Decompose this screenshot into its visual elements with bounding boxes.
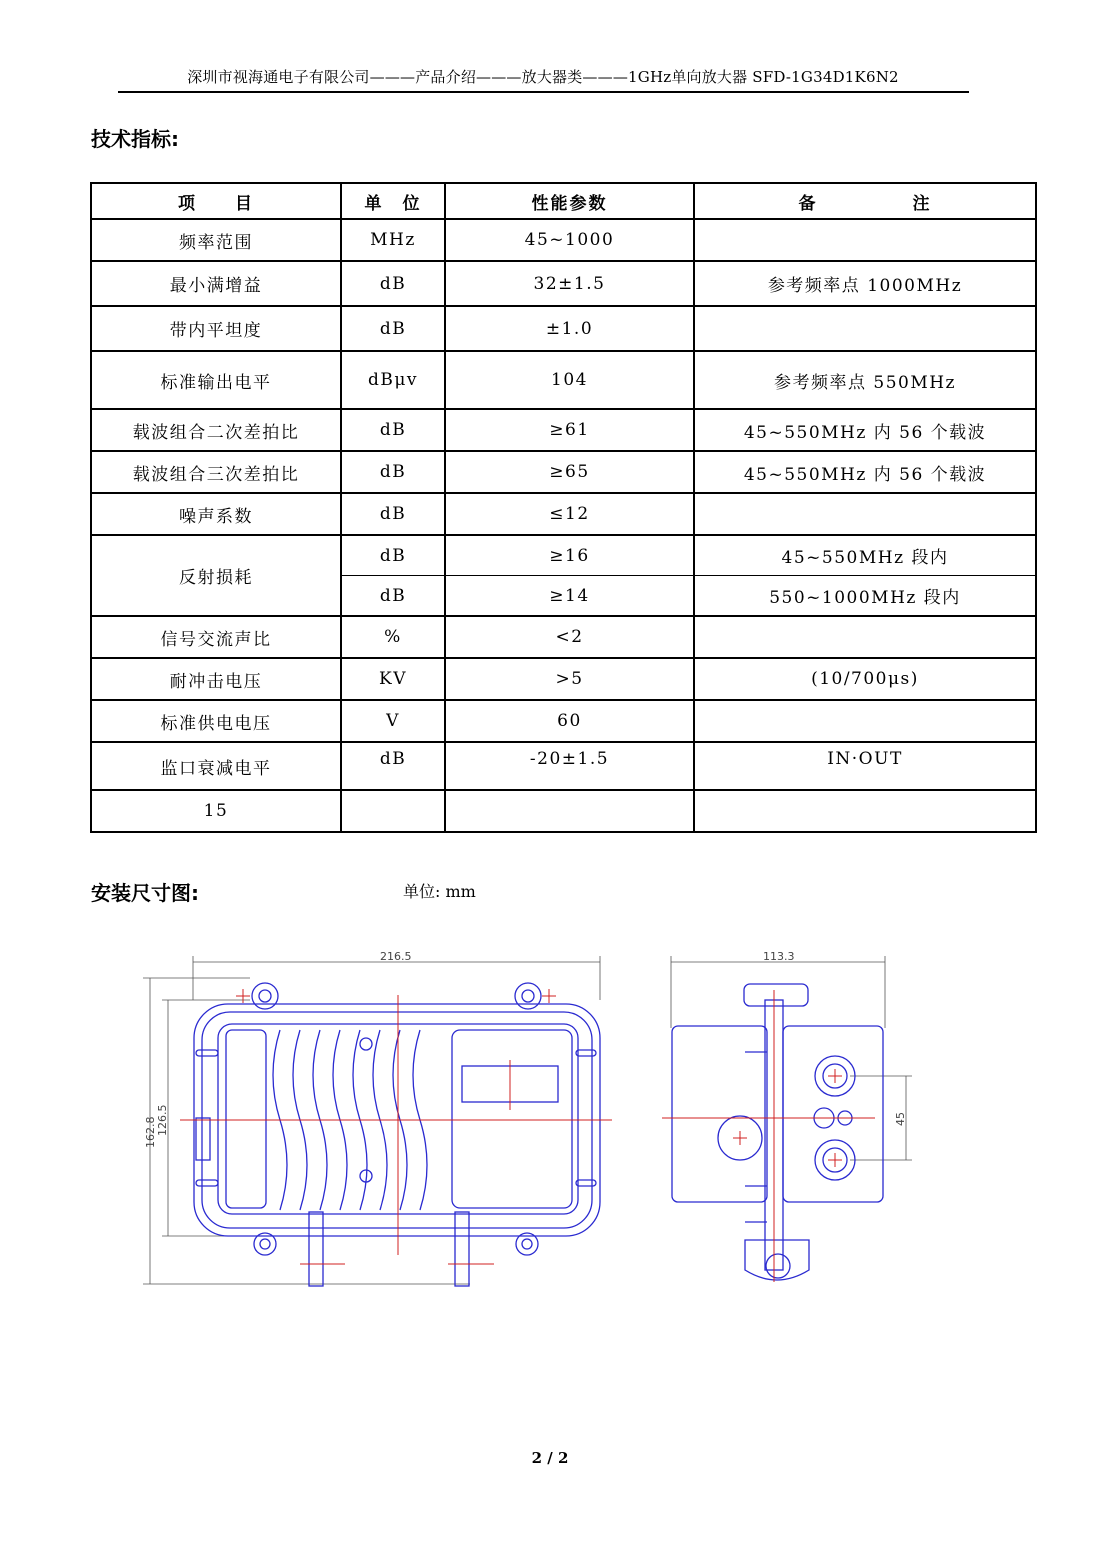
table-row [91, 742, 1036, 790]
unit-cell: dBμv [341, 351, 445, 409]
page-number: 2 / 2 [531, 1449, 569, 1467]
item-cell: 监口衰减电平 [91, 742, 341, 790]
item-cell: 反射损耗 [91, 535, 341, 616]
note-cell: 参考频率点 550MHz [694, 351, 1036, 409]
note-cell [694, 493, 1036, 535]
front-height-inner-label: 126.5 [156, 1104, 169, 1136]
header-value: 性能参数 [445, 183, 694, 219]
front-dimension-labels [144, 950, 412, 1148]
table-row [91, 790, 1036, 832]
value-cell: 60 [445, 700, 694, 742]
unit-cell: dB [341, 535, 445, 576]
table-row [91, 700, 1036, 742]
note-cell: IN·OUT [694, 742, 1036, 790]
table-row [91, 451, 1036, 493]
value-cell: <2 [445, 616, 694, 658]
value-cell: ≤12 [445, 493, 694, 535]
table-header-row [91, 183, 1036, 219]
front-width-label: 216.5 [380, 950, 412, 963]
value-cell: 45~1000 [445, 219, 694, 261]
spec-table [90, 182, 1037, 833]
unit-label: 单位: mm [403, 882, 476, 901]
note-cell [694, 790, 1036, 832]
item-cell: 15 [91, 790, 341, 832]
value-cell: >5 [445, 658, 694, 700]
unit-cell: KV [341, 658, 445, 700]
item-cell: 噪声系数 [91, 493, 341, 535]
side-dimension-labels [763, 950, 907, 1126]
value-cell: ≥61 [445, 409, 694, 451]
dimension-drawing [0, 930, 1100, 1310]
table-row [91, 535, 1036, 576]
value-cell: ≥16 [445, 535, 694, 576]
value-cell: -20±1.5 [445, 742, 694, 790]
front-height-outer-label: 162.8 [144, 1116, 157, 1148]
note-cell: 参考频率点 1000MHz [694, 261, 1036, 306]
note-cell [694, 219, 1036, 261]
header-item: 项 目 [91, 183, 341, 219]
item-cell: 信号交流声比 [91, 616, 341, 658]
note-cell: 45~550MHz 内 56 个载波 [694, 451, 1036, 493]
page-header: 深圳市视海通电子有限公司———产品介绍———放大器类———1GHz单向放大器 SFD-1G34D1K6N2 [187, 68, 899, 86]
front-view [143, 956, 600, 1286]
header-note: 备 注 [694, 183, 1036, 219]
value-cell: ≥14 [445, 576, 694, 617]
unit-cell: dB [341, 493, 445, 535]
unit-cell: dB [341, 451, 445, 493]
header-rule [118, 91, 969, 93]
header-unit: 单 位 [341, 183, 445, 219]
value-cell: 32±1.5 [445, 261, 694, 306]
unit-cell: MHz [341, 219, 445, 261]
side-centerlines [662, 990, 875, 1282]
unit-cell: dB [341, 576, 445, 617]
item-cell: 载波组合三次差拍比 [91, 451, 341, 493]
item-cell: 带内平坦度 [91, 306, 341, 351]
value-cell [445, 790, 694, 832]
side-width-label: 113.3 [763, 950, 795, 963]
side-port-spacing-label: 45 [894, 1112, 907, 1126]
unit-cell: dB [341, 261, 445, 306]
unit-cell: V [341, 700, 445, 742]
note-cell: 45~550MHz 段内 [694, 535, 1036, 576]
dims-section-title: 安装尺寸图: [91, 881, 199, 905]
unit-cell: dB [341, 742, 445, 790]
table-row [91, 616, 1036, 658]
spec-section-title: 技术指标: [91, 127, 179, 151]
item-cell: 耐冲击电压 [91, 658, 341, 700]
note-cell: 45~550MHz 内 56 个载波 [694, 409, 1036, 451]
unit-cell: dB [341, 409, 445, 451]
value-cell: ±1.0 [445, 306, 694, 351]
value-cell: 104 [445, 351, 694, 409]
item-cell: 载波组合二次差拍比 [91, 409, 341, 451]
item-cell: 标准供电电压 [91, 700, 341, 742]
item-cell: 标准输出电平 [91, 351, 341, 409]
unit-cell: dB [341, 306, 445, 351]
table-row [91, 409, 1036, 451]
table-row [91, 493, 1036, 535]
table-row [91, 219, 1036, 261]
unit-cell: % [341, 616, 445, 658]
note-cell: (10/700μs) [694, 658, 1036, 700]
note-cell [694, 700, 1036, 742]
note-cell [694, 616, 1036, 658]
item-cell: 频率范围 [91, 219, 341, 261]
note-cell: 550~1000MHz 段内 [694, 576, 1036, 617]
note-cell [694, 306, 1036, 351]
item-cell: 最小满增益 [91, 261, 341, 306]
table-row [91, 658, 1036, 700]
table-row [91, 261, 1036, 306]
table-row [91, 351, 1036, 409]
unit-cell [341, 790, 445, 832]
table-row [91, 306, 1036, 351]
value-cell: ≥65 [445, 451, 694, 493]
